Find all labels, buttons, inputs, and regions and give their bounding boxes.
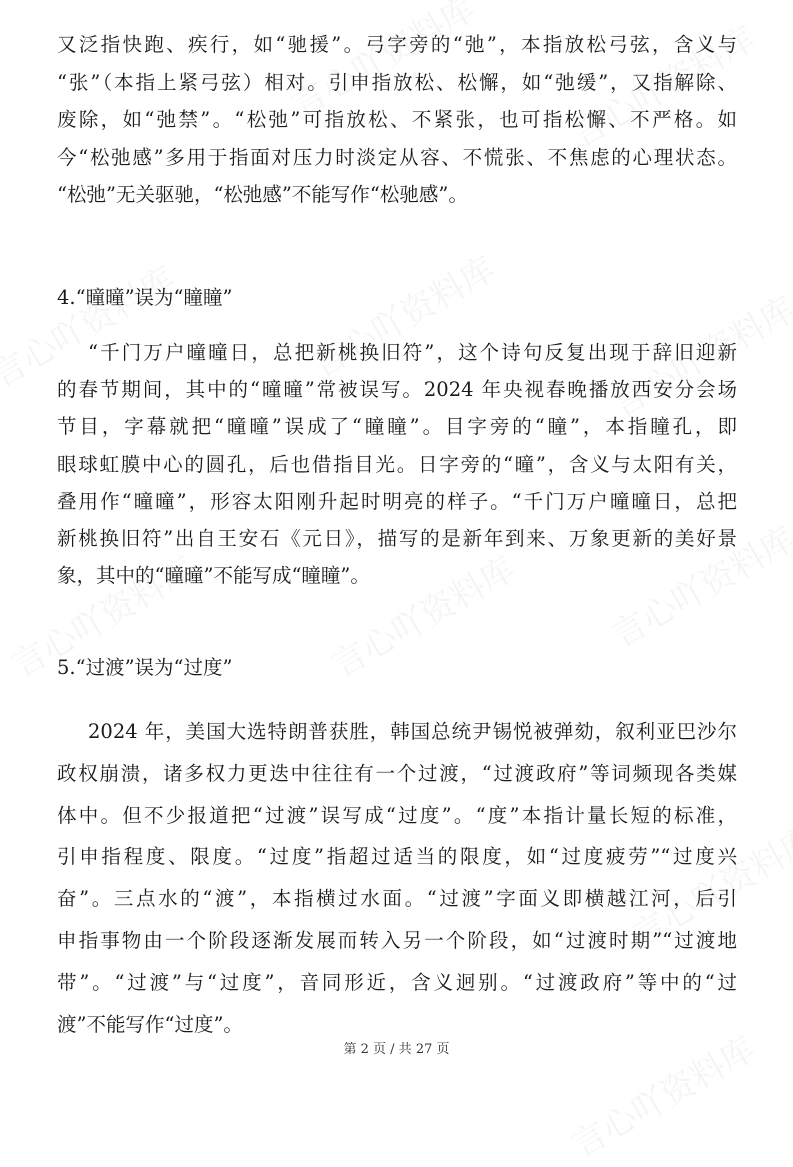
text-line: 带”。“过渡”与“过度”，音同形近，含义迥别。“过渡政府”等中的“过 — [57, 970, 737, 994]
text-line: 的春节期间，其中的“曈曈”常被误写。2024 年央视春晚播放西安分会场 — [57, 378, 737, 402]
page-number: 第 2 页 / 共 27 页 — [343, 1042, 450, 1057]
text-line: “松弛”无关驱驰，“松弛感”不能写作“松驰感”。 — [57, 183, 468, 206]
text-line: 眼球虹膜中心的圆孔，后也借指目光。日字旁的“曈”，含义与太阳有关， — [57, 452, 737, 476]
paragraph-tongtong — [57, 334, 737, 594]
paragraph-guodu — [57, 711, 737, 1045]
text-line: 节目，字幕就把“曈曈”误成了“瞳瞳”。目字旁的“瞳”，本指瞳孔，即 — [57, 415, 737, 439]
text-line: 象，其中的“曈曈”不能写成“瞳瞳”。 — [57, 564, 370, 588]
text-line: “千门万户曈曈日，总把新桃换旧符”，这个诗句反复出现于辞旧迎新 — [88, 341, 737, 364]
text-line: 申指事物由一个阶段逐渐发展而转入另一个阶段，如“过渡时期”“过渡地 — [57, 928, 737, 952]
text-line: 废除，如“弛禁”。“松弛”可指放松、不紧张，也可指松懈、不严格。如 — [57, 108, 737, 131]
section-heading-5: 5.“过渡”误为“过度” — [57, 656, 233, 679]
paragraph-songchi-end — [57, 26, 737, 214]
text-line: 渡”不能写作“过度”。 — [57, 1012, 243, 1036]
text-line: 今“松弛感”多用于指面对压力时淡定从容、不慌张、不焦虑的心理状态。 — [57, 145, 737, 169]
text-line: 又泛指快跑、疾行，如“驰援”。弓字旁的“弛”，本指放松弓弦，含义与 — [57, 33, 737, 56]
text-line: 奋”。三点水的“渡”，本指横过水面。“过渡”字面义即横越江河，后引 — [57, 887, 737, 911]
text-line: 叠用作“曈曈”，形容太阳刚升起时明亮的样子。“千门万户曈曈日，总把 — [57, 489, 737, 513]
text-line: 2024 年，美国大选特朗普获胜，韩国总统尹锡悦被弹劾，叙利亚巴沙尔 — [88, 720, 737, 743]
text-line: 新桃换旧符”出自王安石《元日》，描写的是新年到来、万象更新的美好景 — [57, 527, 737, 551]
text-line: 政权崩溃，诸多权力更迭中往往有一个过渡，“过渡政府”等词频现各类媒 — [57, 761, 737, 785]
section-heading-4: 4.“曈曈”误为“瞳瞳” — [57, 286, 233, 309]
text-line: 引申指程度、限度。“过度”指超过适当的限度，如“过度疲劳”“过度兴 — [57, 845, 737, 869]
text-line: “张”（本指上紧弓弦）相对。引申指放松、松懈，如“弛缓”，又指解除、 — [57, 70, 737, 94]
text-line: 体中。但不少报道把“过渡”误写成“过度”。“度”本指计量长短的标准， — [57, 803, 737, 827]
